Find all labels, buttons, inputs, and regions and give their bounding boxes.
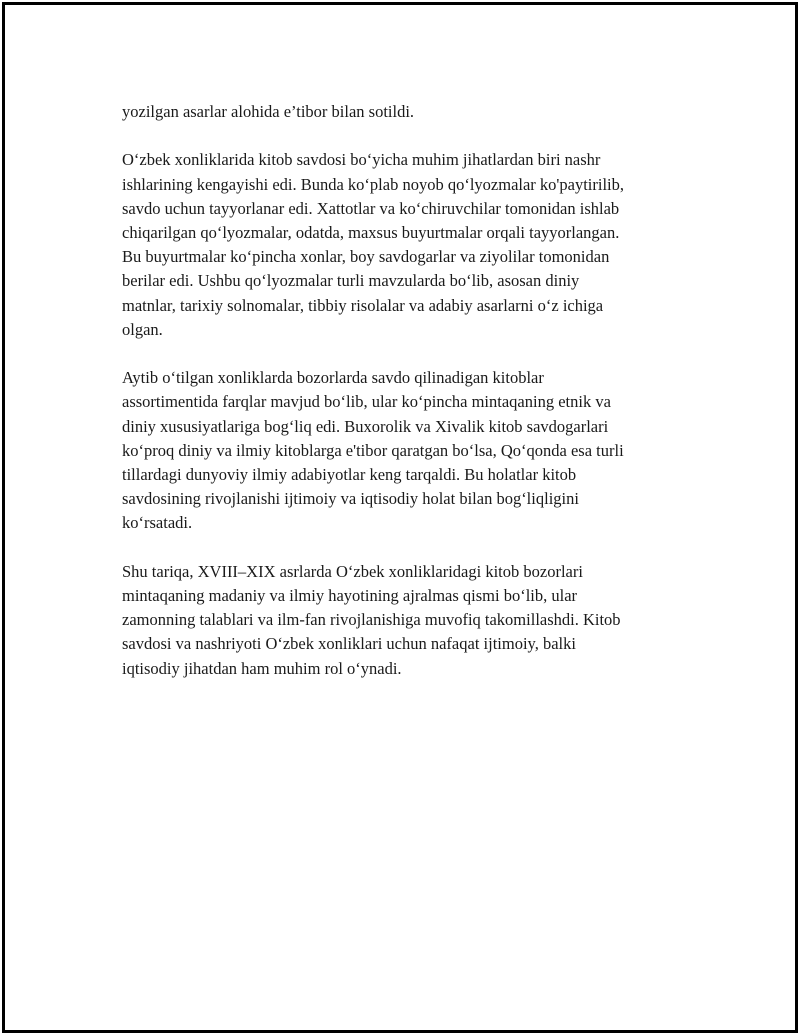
paragraph-1: yozilgan asarlar alohida e’tibor bilan sotildi. bbox=[122, 102, 415, 121]
paragraph-2: O‘zbek xonliklarida kitob savdosi bo‘yicha muhim jihatlardan biri nashr ishlarining kengayishi edi. Bunda ko‘plab noyob qo‘lyozmalar ko'paytirilib, savdo uchun tayyorlanar edi. Xattotlar va ko‘chiruvchilar tomonidan ishlab chiqarilgan qo‘lyozmalar, odatda, maxsus buyurtmalar orqali tayyorlangan. Bu buyurtmalar ko‘pincha xonlar, boy savdogarlar va ziyolilar tomonidan berilar edi. Ushbu qo‘lyozmalar turli mavzularda bo‘lib, asosan diniy matnlar, tarixiy solnomalar, tibbiy risolalar va adabiy asarlarni o‘z ichiga olgan. bbox=[122, 150, 625, 339]
paragraph-4: Shu tariqa, XVIII–XIX asrlarda O‘zbek xonliklaridagi kitob bozorlari mintaqaning madaniy va ilmiy hayotining ajralmas qismi bo‘lib, ular zamonning talablari va ilm-fan rivojlanishiga muvofiq takomillashdi. Kitob savdosi va nashriyoti O‘zbek xonliklari uchun nafaqat ijtimoiy, balki iqtisodiy jihatdan ham muhim rol o‘ynadi. bbox=[122, 561, 621, 678]
page-frame bbox=[2, 2, 798, 1033]
paragraph-3: Aytib o‘tilgan xonliklarda bozorlarda savdo qilinadigan kitoblar assortimentida farqlar mavjud bo‘lib, ular ko‘pincha mintaqaning etnik va diniy xususiyatlariga bog‘liq edi. Buxorolik va Xivalik kitob savdogarlari ko‘proq diniy va ilmiy kitoblarga e'tibor qaratgan bo‘lsa, Qo‘qonda esa turli tillardagi dunyoviy ilmiy adabiyotlar keng tarqaldi. Bu holatlar kitob savdosining rivojlanishi ijtimoiy va iqtisodiy holat bilan bog‘liqligini ko‘rsatadi. bbox=[122, 368, 624, 533]
page-body bbox=[122, 100, 692, 705]
